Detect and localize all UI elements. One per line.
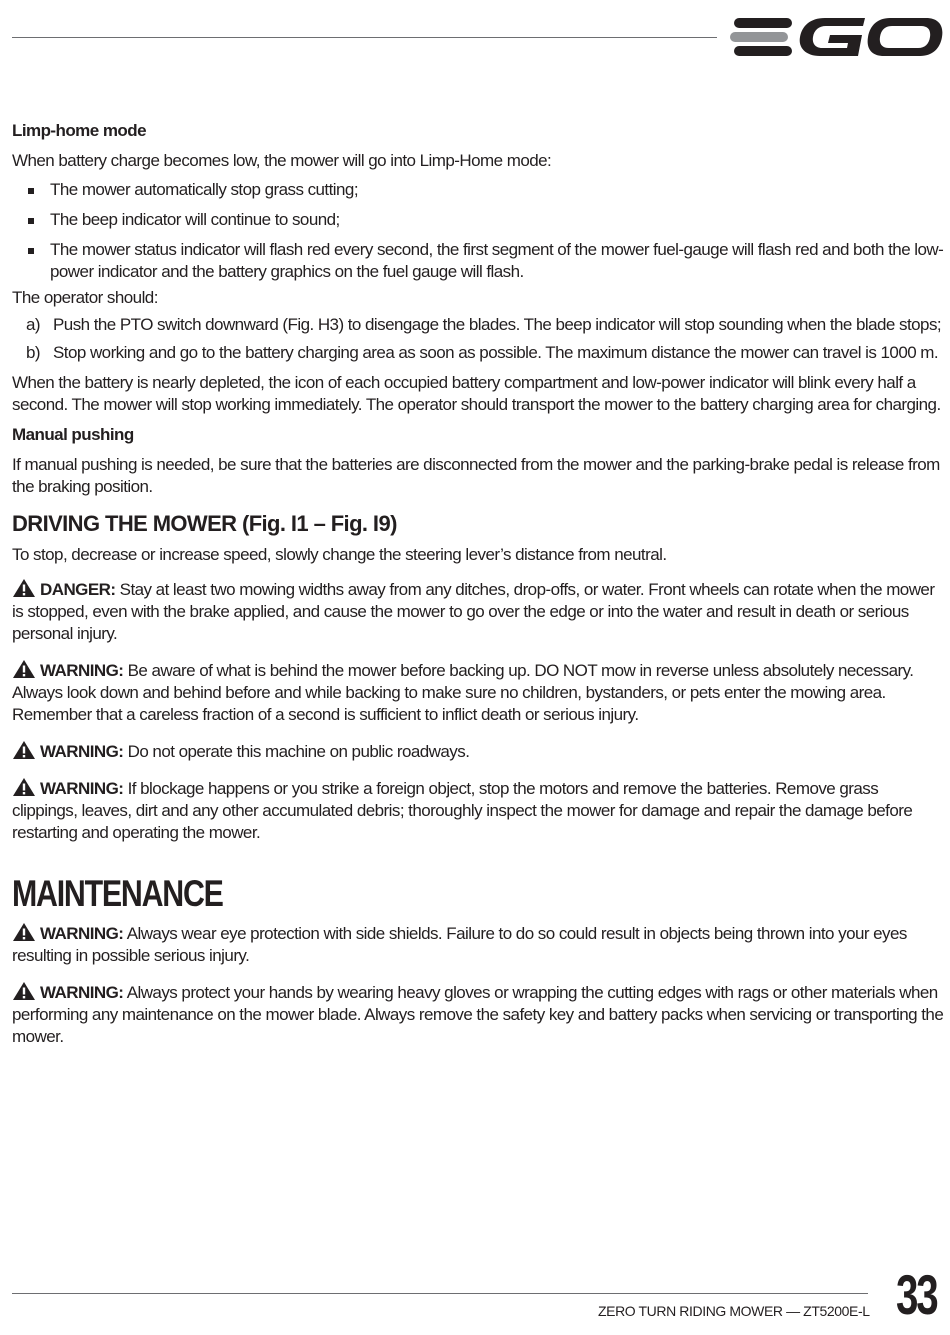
list-item <box>12 342 946 364</box>
warning-notice <box>12 922 946 967</box>
signal-word: WARNING: <box>40 742 124 761</box>
page-content <box>12 120 946 1048</box>
danger-notice <box>12 578 946 645</box>
list-item: The mower status indicator will flash red every second, the first segment of the mower fuel-gauge will flash red and both the low-power indicator and the battery graphics on the fuel gauge will flash. <box>12 239 946 283</box>
operator-should-label: The operator should: <box>12 288 158 307</box>
notice-text: Be aware of what is behind the mower before backing up. DO NOT mow in reverse unless absolutely necessary. Always look down and behind before and while backing to make sure no children, bystanders, or pets enter the mowing area. Remember that a careless fraction of a second is sufficient to inflict death or serious injury. <box>12 661 914 724</box>
step-text: Stop working and go to the battery charging area as soon as possible. The maximum distance the mower can travel is 1000 m. <box>53 343 939 362</box>
signal-word: WARNING: <box>40 779 124 798</box>
list-item: The mower automatically stop grass cutting; <box>12 179 946 201</box>
limp-home-heading: Limp-home mode <box>12 121 146 140</box>
warning-triangle-icon <box>12 777 36 797</box>
warning-triangle-icon <box>12 578 36 598</box>
header-rule <box>12 37 717 38</box>
footer-title: ZERO TURN RIDING MOWER — ZT5200E-L <box>598 1303 870 1319</box>
limp-home-bullets <box>12 179 946 283</box>
footer-rule <box>12 1293 868 1294</box>
manual-pushing-text: If manual pushing is needed, be sure that the batteries are disconnected from the mower and the parking-brake pedal is release from the braking position. <box>12 455 940 496</box>
notice-text: Always wear eye protection with side shields. Failure to do so could result in objects being thrown into your eyes resulting in possible serious injury. <box>12 924 907 965</box>
maintenance-heading: MAINTENANCE <box>12 873 223 914</box>
notice-text: Stay at least two mowing widths away from any ditches, drop-offs, or water. Front wheels can rotate when the mower is stopped, even with the brake applied, and cause the mower to go over the edge or into the water and result in death or serious personal injury. <box>12 580 935 643</box>
warning-triangle-icon <box>12 740 36 760</box>
manual-pushing-heading: Manual pushing <box>12 425 134 444</box>
limp-home-intro: When battery charge becomes low, the mower will go into Limp-Home mode: <box>12 151 552 170</box>
signal-word: WARNING: <box>40 983 124 1002</box>
warning-triangle-icon <box>12 922 36 942</box>
list-item: The beep indicator will continue to sound; <box>12 209 946 231</box>
page-number: 33 <box>896 1263 937 1326</box>
driving-text: To stop, decrease or increase speed, slowly change the steering lever’s distance from neutral. <box>12 545 667 564</box>
warning-notice <box>12 777 946 844</box>
list-item <box>12 314 946 336</box>
step-text: Push the PTO switch downward (Fig. H3) to disengage the blades. The beep indicator will stop sounding when the blade stops; <box>53 315 942 334</box>
step-mark: a) <box>26 315 41 334</box>
notice-text: Do not operate this machine on public roadways. <box>127 742 470 761</box>
ego-logo <box>730 12 945 62</box>
warning-notice <box>12 740 946 763</box>
depleted-paragraph: When the battery is nearly depleted, the icon of each occupied battery compartment and low-power indicator will blink every half a second. The mower will stop working immediately. The operator should transport the mower to the battery charging area for charging. <box>12 373 941 414</box>
operator-steps <box>12 314 946 364</box>
signal-word: DANGER: <box>40 580 116 599</box>
signal-word: WARNING: <box>40 924 124 943</box>
warning-notice <box>12 659 946 726</box>
signal-word: WARNING: <box>40 661 124 680</box>
driving-heading: DRIVING THE MOWER (Fig. I1 – Fig. I9) <box>12 511 397 536</box>
warning-triangle-icon <box>12 659 36 679</box>
step-mark: b) <box>26 343 41 362</box>
notice-text: If blockage happens or you strike a foreign object, stop the motors and remove the batteries. Remove grass clippings, leaves, dirt and any other accumulated debris; thoroughly inspect the mower for damage and repair the damage before restarting and operating the mower. <box>12 779 913 842</box>
warning-notice <box>12 981 946 1048</box>
notice-text: Always protect your hands by wearing heavy gloves or wrapping the cutting edges with rags or other materials when performing any maintenance on the mower blade. Always remove the safety key and battery packs when servicing or transporting the mower. <box>12 983 944 1046</box>
warning-triangle-icon <box>12 981 36 1001</box>
